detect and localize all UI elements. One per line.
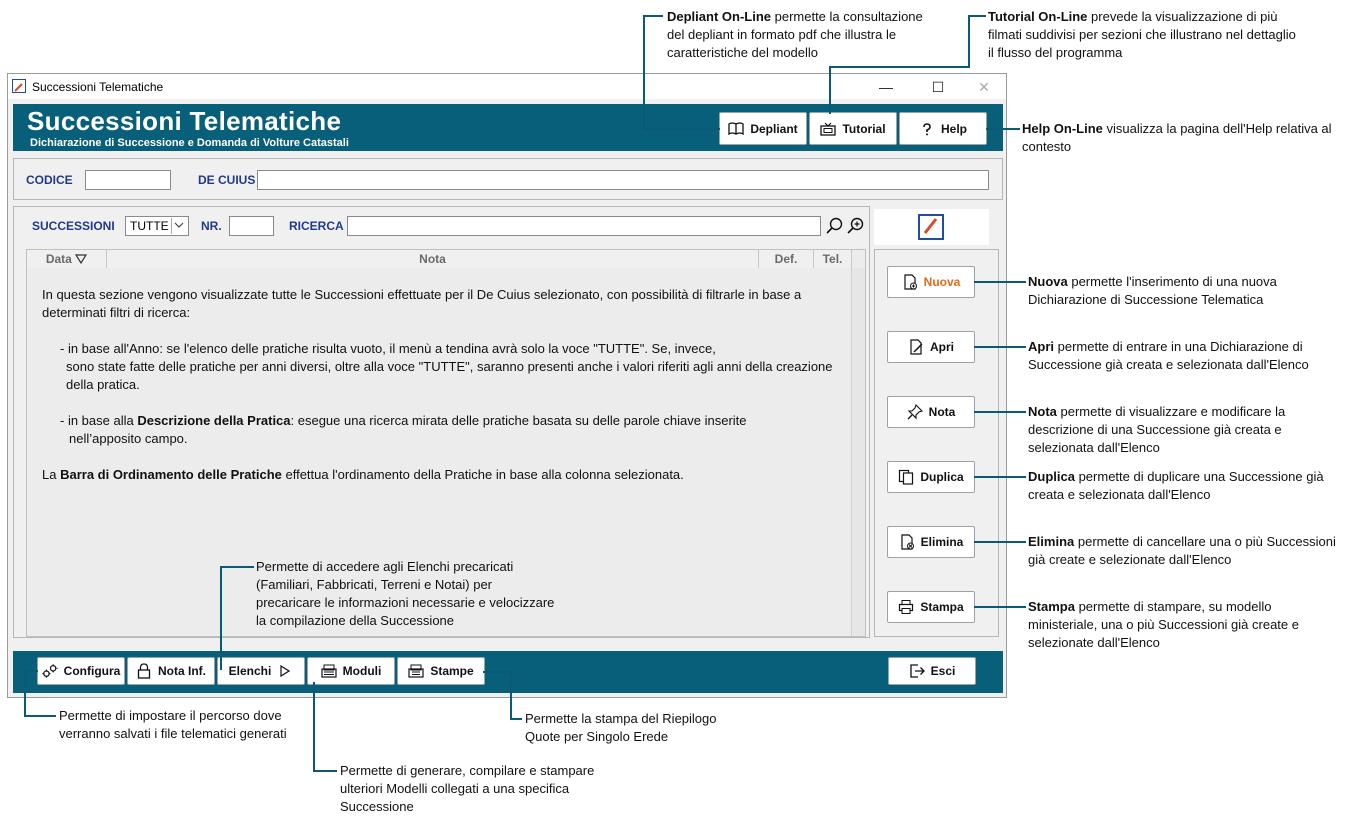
moduli-label: Moduli	[342, 664, 382, 678]
annotation-configura: Permette di impostare il percorso dove verranno salvati i file telematici generati	[59, 708, 287, 741]
annotation-stampe: Permette la stampa del Riepilogo Quote per Singolo Erede	[525, 711, 717, 744]
elimina-button[interactable]	[887, 526, 975, 558]
chevron-down-icon[interactable]	[171, 218, 186, 234]
book-icon	[728, 122, 744, 136]
close-button[interactable]: ✕	[978, 79, 990, 95]
esci-button[interactable]	[888, 657, 976, 685]
connector	[643, 15, 663, 17]
connector	[24, 670, 26, 716]
column-header-data[interactable]	[27, 250, 107, 268]
annotation-nota-text: permette di visualizzare e modificare la descrizione di una Successione già creata e selezionata dall'Elenco	[1028, 404, 1286, 455]
list-scrollbar[interactable]	[851, 268, 865, 636]
annotation-nuova-text: permette l'inserimento di una nuova Dichiarazione di Successione Telematica	[1028, 274, 1277, 307]
codice-label: CODICE	[26, 173, 73, 187]
play-arrow-icon	[277, 664, 293, 678]
nota-button[interactable]	[887, 396, 975, 428]
nota-inf-label: Nota Inf.	[158, 664, 206, 678]
annotation-nuova-title: Nuova	[1028, 274, 1068, 289]
annotation-help-text: visualizza la pagina dell'Help relativa al contesto	[1022, 121, 1332, 154]
annotation-apri-title: Apri	[1028, 339, 1054, 354]
decuius-input[interactable]	[257, 170, 989, 190]
pin-icon	[907, 405, 923, 419]
annotation-moduli: Permette di generare, compilare e stampare ulteriori Modelli collegati a una specifica Successione	[340, 763, 595, 814]
connector	[220, 566, 254, 568]
title-bar	[8, 74, 1006, 99]
ricerca-input[interactable]	[347, 216, 821, 236]
list-description	[42, 286, 842, 502]
annotation-elimina-text: permette di cancellare una o più Successioni già create e selezionate dall'Elenco	[1028, 534, 1336, 567]
edit-document-icon	[908, 340, 924, 354]
connector	[313, 770, 337, 772]
duplica-label: Duplica	[920, 470, 964, 484]
apri-button[interactable]	[887, 331, 975, 363]
advanced-search-icon[interactable]	[846, 216, 866, 236]
desc-ord-post: effettua l'ordinamento della Pratiche in base alla colonna selezionata.	[281, 467, 684, 482]
window-title: Successioni Telematiche	[32, 80, 164, 94]
stampa-button[interactable]	[887, 591, 975, 623]
desc-ord-bold: Barra di Ordinamento delle Pratiche	[60, 467, 282, 482]
anno-select-value: TUTTE	[130, 219, 169, 233]
connector	[313, 682, 315, 771]
stampe-label: Stampe	[430, 664, 474, 678]
apri-label: Apri	[930, 340, 954, 354]
annotation-nota-title: Nota	[1028, 404, 1057, 419]
annotation-stampa-text: permette di stampare, su modello ministeriale, una o più Successioni già create e selezionate dall'Elenco	[1028, 599, 1299, 650]
connector	[968, 15, 986, 17]
connector	[974, 281, 1026, 283]
column-header-nota[interactable]: Nota	[107, 250, 759, 268]
desc-ordinamento	[42, 466, 842, 484]
help-icon	[919, 122, 935, 136]
help-label: Help	[940, 121, 967, 136]
maximize-button[interactable]: ☐	[931, 79, 945, 95]
decuius-panel	[13, 158, 1003, 200]
moduli-button[interactable]	[307, 657, 395, 685]
connector	[974, 411, 1026, 413]
desc-anno-a: - in base all'Anno: se l'elenco delle pratiche risulta vuoto, il menù a tendina avrà solo la voce "TUTTE". Se, invece,	[60, 341, 716, 356]
desc-descrizione-bold: Descrizione della Pratica	[137, 413, 291, 428]
nota-label: Nota	[928, 405, 956, 419]
app-title: Successioni Telematiche	[27, 106, 342, 136]
actions-panel	[874, 249, 999, 637]
delete-document-icon	[899, 535, 915, 549]
desc-descrizione-b: nell’apposito campo.	[69, 431, 188, 446]
nota-inf-button[interactable]	[127, 657, 215, 685]
connector	[510, 718, 522, 720]
configura-button[interactable]	[37, 657, 125, 685]
desc-descrizione-post: : esegue una ricerca mirata delle pratiche basata su delle parole chiave inserite	[290, 413, 747, 428]
annotation-help	[1022, 120, 1352, 156]
lock-icon	[136, 664, 152, 678]
desc-descrizione	[42, 412, 842, 448]
copy-icon	[898, 470, 914, 484]
duplica-button[interactable]	[887, 461, 975, 493]
annotation-duplica-text: permette di duplicare una Successione già creata e selezionata dall'Elenco	[1028, 469, 1324, 502]
configura-label: Configura	[63, 664, 121, 678]
annotation-apri-text: permette di entrare in una Dichiarazione di Successione già creata e selezionata dall'Elenco	[1028, 339, 1309, 372]
annotation-duplica-title: Duplica	[1028, 469, 1075, 484]
app-logo-icon	[12, 79, 26, 93]
header-band	[13, 104, 1003, 151]
logo-box	[874, 209, 989, 245]
sort-down-icon	[75, 251, 87, 269]
annotation-help-title: Help On-Line	[1022, 121, 1103, 136]
elenchi-label: Elenchi	[228, 664, 272, 678]
annotation-stampa	[1028, 598, 1338, 652]
nuova-button[interactable]	[887, 266, 975, 298]
connector	[643, 15, 645, 129]
desc-anno-b: sono state fatte delle pratiche per anni diversi, oltre alla voce "TUTTE", saranno presenti anche i valori riferiti agli anni della creazione della pratica.	[66, 359, 833, 392]
connector	[483, 671, 511, 673]
connector	[974, 606, 1026, 608]
app-subtitle: Dichiarazione di Successione e Domanda di Volture Catastali	[30, 137, 349, 149]
connector	[829, 66, 831, 114]
column-header-tel[interactable]: Tel.	[814, 250, 852, 268]
nr-input[interactable]	[229, 216, 274, 236]
connector	[829, 66, 970, 68]
annotation-tutorial-text: prevede la visualizzazione di più filmati suddivisi per sezioni che illustrano nel dettaglio il flusso del programma	[988, 9, 1296, 60]
annotation-depliant	[667, 8, 937, 62]
annotation-depliant-title: Depliant On-Line	[667, 9, 771, 24]
connector	[974, 541, 1026, 543]
forms-icon	[321, 664, 337, 678]
depliant-button[interactable]	[719, 112, 807, 145]
print-report-icon	[408, 664, 424, 678]
tv-icon	[820, 122, 836, 136]
help-button[interactable]	[899, 112, 987, 145]
connector	[974, 346, 1026, 348]
annotation-nota	[1028, 403, 1328, 457]
connector	[643, 128, 720, 130]
tutorial-button[interactable]	[809, 112, 897, 145]
annotation-tutorial	[988, 8, 1298, 62]
connector	[220, 566, 222, 670]
connector	[974, 476, 1026, 478]
logo-icon	[918, 214, 944, 240]
annotation-stampa-title: Stampa	[1028, 599, 1075, 614]
esci-label: Esci	[930, 664, 956, 678]
connector	[24, 715, 56, 717]
successioni-label: SUCCESSIONI	[32, 219, 115, 233]
elimina-label: Elimina	[920, 535, 964, 549]
connector	[986, 128, 1020, 130]
annotation-elimina	[1028, 533, 1338, 569]
desc-anno	[42, 340, 842, 394]
annotation-elenchi: Permette di accedere agli Elenchi precaricati (Familiari, Fabbricati, Terreni e Notai) per precaricare le informazioni necessarie e velocizzare la compilazione della Successione	[256, 559, 555, 628]
elenchi-button[interactable]	[217, 657, 305, 685]
decuius-label: DE CUIUS	[198, 173, 256, 187]
printer-icon	[898, 600, 914, 614]
annotation-apri	[1028, 338, 1338, 374]
nr-label: NR.	[201, 219, 222, 233]
column-data-label: Data	[45, 252, 72, 266]
desc-descrizione-pre: - in base alla	[60, 413, 138, 428]
anno-select[interactable]	[125, 216, 189, 236]
annotation-elimina-title: Elimina	[1028, 534, 1075, 549]
desc-ord-pre: La	[42, 467, 61, 482]
connector	[510, 671, 512, 719]
tutorial-label: Tutorial	[842, 121, 886, 136]
nuova-label: Nuova	[923, 275, 961, 289]
search-icon[interactable]	[825, 216, 845, 236]
connector	[24, 670, 38, 672]
annotation-tutorial-title: Tutorial On-Line	[988, 9, 1088, 24]
desc-intro: In questa sezione vengono visualizzate tutte le Successioni effettuate per il De Cuius selezionato, con possibilità di filtrarle in base a determinati filtri di ricerca:	[42, 287, 802, 320]
exit-icon	[909, 664, 925, 678]
gears-icon	[42, 664, 58, 678]
codice-input[interactable]	[85, 170, 171, 190]
depliant-label: Depliant	[750, 121, 798, 136]
annotation-nuova	[1028, 273, 1338, 309]
ricerca-label: RICERCA	[289, 219, 344, 233]
stampe-button[interactable]	[397, 657, 485, 685]
annotation-duplica	[1028, 468, 1348, 504]
stampa-label: Stampa	[920, 600, 964, 614]
minimize-button[interactable]: —	[879, 79, 893, 95]
new-document-icon	[902, 275, 918, 289]
connector	[968, 15, 970, 67]
column-header-def[interactable]: Def.	[759, 250, 814, 268]
annotation-depliant-text: permette la consultazione del depliant in formato pdf che illustra le caratteristiche del modello	[667, 9, 923, 60]
